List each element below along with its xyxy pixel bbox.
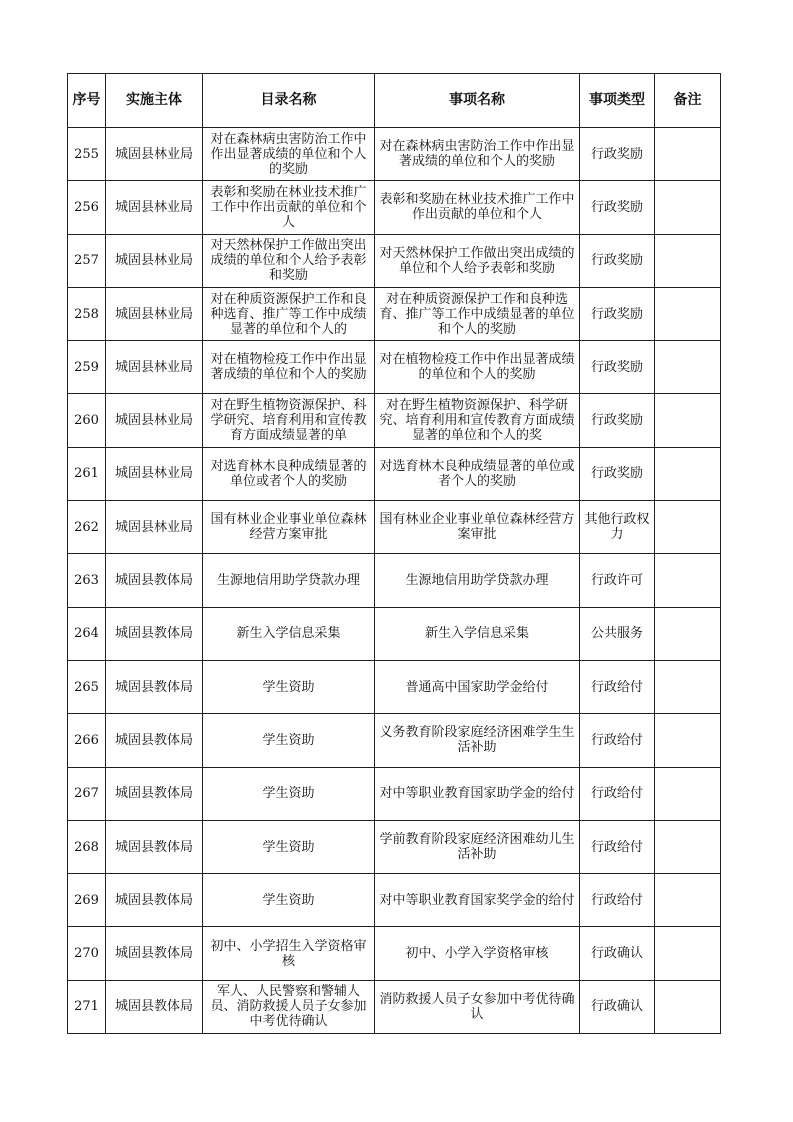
cell-type xyxy=(580,554,655,607)
cell-no xyxy=(68,980,106,1033)
cell-org-text: 城固县林业局 xyxy=(114,519,193,535)
cell-no xyxy=(68,341,106,394)
cell-org xyxy=(106,660,203,713)
header-type: 事项类型 xyxy=(580,74,655,128)
cell-org xyxy=(106,714,203,767)
cell-no xyxy=(68,287,106,340)
cell-no-text: 260 xyxy=(74,413,99,429)
cell-no xyxy=(68,607,106,660)
table-row xyxy=(68,128,721,181)
cell-org xyxy=(106,447,203,500)
cell-no-text: 267 xyxy=(74,786,99,802)
cell-item xyxy=(375,820,580,873)
cell-org xyxy=(106,554,203,607)
cell-org xyxy=(106,501,203,554)
cell-org xyxy=(106,927,203,980)
cell-note xyxy=(655,874,721,927)
table-row xyxy=(68,820,721,873)
cell-item xyxy=(375,660,580,713)
cell-directory xyxy=(203,607,375,660)
cell-org-text: 城固县教体局 xyxy=(114,892,193,908)
cell-type-text: 行政奖励 xyxy=(590,146,643,162)
cell-org-text: 城固县林业局 xyxy=(114,466,193,482)
cell-directory xyxy=(203,234,375,287)
cell-note xyxy=(655,234,721,287)
cell-type-text: 行政确认 xyxy=(590,999,643,1015)
items-table xyxy=(67,73,721,1034)
table-row xyxy=(68,554,721,607)
cell-type xyxy=(580,181,655,234)
cell-directory xyxy=(203,820,375,873)
cell-note xyxy=(655,128,721,181)
cell-item xyxy=(375,927,580,980)
cell-org xyxy=(106,767,203,820)
cell-directory-text: 对在森林病虫害防治工作中作出显著成绩的单位和个人的奖励 xyxy=(210,131,367,177)
cell-no xyxy=(68,501,106,554)
cell-no xyxy=(68,554,106,607)
table-row xyxy=(68,287,721,340)
cell-item-text: 消防救援人员子女参加中考优待确认 xyxy=(379,991,575,1022)
cell-item xyxy=(375,714,580,767)
cell-type-text: 行政奖励 xyxy=(590,466,643,482)
cell-item xyxy=(375,501,580,554)
cell-org xyxy=(106,341,203,394)
cell-no-text: 262 xyxy=(74,519,99,535)
cell-type-text: 行政奖励 xyxy=(590,359,643,375)
cell-no-text: 265 xyxy=(74,679,99,695)
cell-note xyxy=(655,927,721,980)
cell-org-text: 城固县林业局 xyxy=(114,306,193,322)
header-org: 实施主体 xyxy=(106,74,203,128)
cell-org xyxy=(106,607,203,660)
cell-note xyxy=(655,394,721,447)
cell-directory-text: 学生资助 xyxy=(262,679,315,695)
table-row xyxy=(68,927,721,980)
cell-type-text: 行政许可 xyxy=(590,573,643,589)
table-row xyxy=(68,767,721,820)
cell-item xyxy=(375,394,580,447)
cell-note xyxy=(655,501,721,554)
cell-note xyxy=(655,181,721,234)
cell-directory xyxy=(203,447,375,500)
cell-type-text: 行政给付 xyxy=(590,732,643,748)
cell-org xyxy=(106,181,203,234)
table-row xyxy=(68,181,721,234)
cell-no-text: 257 xyxy=(74,253,99,269)
cell-note xyxy=(655,607,721,660)
cell-type-text: 其他行政权力 xyxy=(584,512,650,543)
cell-directory-text: 表彰和奖励在林业技术推广工作中作出贡献的单位和个人 xyxy=(210,184,367,230)
cell-org xyxy=(106,128,203,181)
cell-type xyxy=(580,501,655,554)
cell-org xyxy=(106,287,203,340)
table-row xyxy=(68,980,721,1033)
cell-type-text: 行政奖励 xyxy=(590,253,643,269)
cell-type-text: 行政给付 xyxy=(590,892,643,908)
cell-type-text: 行政奖励 xyxy=(590,199,643,215)
cell-org-text: 城固县林业局 xyxy=(114,146,193,162)
cell-directory xyxy=(203,927,375,980)
cell-directory-text: 学生资助 xyxy=(262,892,315,908)
cell-note xyxy=(655,714,721,767)
cell-type xyxy=(580,660,655,713)
cell-item xyxy=(375,181,580,234)
header-row xyxy=(68,74,721,128)
cell-directory-text: 国有林业企业事业单位森林经营方案审批 xyxy=(210,512,367,543)
cell-note xyxy=(655,767,721,820)
cell-item xyxy=(375,128,580,181)
cell-no-text: 258 xyxy=(74,306,99,322)
header-note: 备注 xyxy=(655,74,721,128)
cell-type-text: 行政确认 xyxy=(590,946,643,962)
cell-directory xyxy=(203,767,375,820)
cell-directory xyxy=(203,341,375,394)
cell-no xyxy=(68,234,106,287)
cell-org xyxy=(106,234,203,287)
cell-item xyxy=(375,287,580,340)
cell-org-text: 城固县教体局 xyxy=(114,999,193,1015)
cell-type xyxy=(580,980,655,1033)
cell-type xyxy=(580,394,655,447)
cell-no-text: 263 xyxy=(74,573,99,589)
cell-type xyxy=(580,287,655,340)
cell-note xyxy=(655,980,721,1033)
cell-note xyxy=(655,820,721,873)
cell-item xyxy=(375,341,580,394)
cell-note xyxy=(655,660,721,713)
table-row xyxy=(68,447,721,500)
cell-no-text: 264 xyxy=(74,626,99,642)
cell-item-text: 普通高中国家助学金给付 xyxy=(405,679,549,695)
cell-no-text: 255 xyxy=(74,146,99,162)
cell-directory-text: 对选育林木良种成绩显著的单位或者个人的奖励 xyxy=(210,458,367,489)
cell-item-text: 对选育林木良种成绩显著的单位或者个人的奖励 xyxy=(379,458,575,489)
cell-type xyxy=(580,714,655,767)
cell-type-text: 行政给付 xyxy=(590,786,643,802)
cell-directory-text: 对在植物检疫工作中作出显著成绩的单位和个人的奖励 xyxy=(210,352,367,383)
cell-directory xyxy=(203,554,375,607)
cell-directory-text: 学生资助 xyxy=(262,839,315,855)
cell-no-text: 269 xyxy=(74,892,99,908)
cell-type xyxy=(580,767,655,820)
cell-org-text: 城固县教体局 xyxy=(114,626,193,642)
cell-directory xyxy=(203,501,375,554)
header-directory: 目录名称 xyxy=(203,74,375,128)
cell-note xyxy=(655,341,721,394)
cell-item-text: 义务教育阶段家庭经济困难学生生活补助 xyxy=(379,725,575,756)
cell-org xyxy=(106,820,203,873)
cell-directory-text: 学生资助 xyxy=(262,732,315,748)
cell-directory xyxy=(203,181,375,234)
cell-item-text: 对在种质资源保护工作和良种选育、推广等工作中成绩显著的单位和个人的奖励 xyxy=(379,291,575,337)
cell-type xyxy=(580,447,655,500)
cell-item-text: 初中、小学入学资格审核 xyxy=(405,946,549,962)
table-row xyxy=(68,874,721,927)
cell-no xyxy=(68,394,106,447)
cell-type xyxy=(580,234,655,287)
cell-org-text: 城固县教体局 xyxy=(114,573,193,589)
cell-type xyxy=(580,927,655,980)
cell-type xyxy=(580,820,655,873)
cell-directory-text: 新生入学信息采集 xyxy=(236,626,341,642)
cell-item-text: 学前教育阶段家庭经济困难幼儿生活补助 xyxy=(379,832,575,862)
cell-directory-text: 军人、人民警察和警辅人员、消防救援人员子女参加中考优待确认 xyxy=(210,984,367,1030)
cell-no-text: 271 xyxy=(74,999,99,1015)
cell-note xyxy=(655,447,721,500)
cell-directory xyxy=(203,394,375,447)
cell-type-text: 公共服务 xyxy=(590,626,643,642)
cell-org-text: 城固县林业局 xyxy=(114,413,193,429)
cell-item xyxy=(375,980,580,1033)
cell-no xyxy=(68,181,106,234)
cell-item xyxy=(375,767,580,820)
cell-item xyxy=(375,554,580,607)
cell-type xyxy=(580,128,655,181)
cell-note xyxy=(655,554,721,607)
cell-no-text: 270 xyxy=(74,946,99,962)
table-row xyxy=(68,607,721,660)
cell-directory xyxy=(203,128,375,181)
cell-type-text: 行政给付 xyxy=(590,839,643,855)
cell-org-text: 城固县林业局 xyxy=(114,359,193,375)
cell-item xyxy=(375,874,580,927)
cell-org xyxy=(106,874,203,927)
cell-org-text: 城固县教体局 xyxy=(114,786,193,802)
cell-item xyxy=(375,234,580,287)
cell-item-text: 表彰和奖励在林业技术推广工作中作出贡献的单位和个人 xyxy=(379,192,575,223)
cell-item-text: 对在森林病虫害防治工作中作出显著成绩的单位和个人的奖励 xyxy=(379,139,575,170)
cell-no-text: 261 xyxy=(74,466,99,482)
table-row xyxy=(68,714,721,767)
cell-directory-text: 对在野生植物资源保护、科学研究、培育利用和宣传教育方面成绩显著的单 xyxy=(210,398,367,444)
cell-type-text: 行政奖励 xyxy=(590,306,643,322)
cell-item-text: 新生入学信息采集 xyxy=(424,626,529,642)
cell-no xyxy=(68,128,106,181)
cell-directory-text: 对天然林保护工作做出突出成绩的单位和个人给予表彰和奖励 xyxy=(210,238,367,284)
cell-item-text: 对中等职业教育国家助学金的给付 xyxy=(379,786,575,802)
cell-no xyxy=(68,767,106,820)
cell-no xyxy=(68,714,106,767)
cell-directory xyxy=(203,980,375,1033)
table-row xyxy=(68,501,721,554)
cell-directory xyxy=(203,660,375,713)
cell-directory-text: 学生资助 xyxy=(262,786,315,802)
cell-type xyxy=(580,607,655,660)
cell-type xyxy=(580,874,655,927)
cell-no-text: 266 xyxy=(74,732,99,748)
cell-item-text: 对天然林保护工作做出突出成绩的单位和个人给予表彰和奖励 xyxy=(379,245,575,276)
cell-no xyxy=(68,874,106,927)
cell-no-text: 268 xyxy=(74,839,99,855)
cell-org xyxy=(106,980,203,1033)
table-row xyxy=(68,394,721,447)
table-row xyxy=(68,660,721,713)
cell-note xyxy=(655,287,721,340)
cell-item xyxy=(375,607,580,660)
cell-org-text: 城固县林业局 xyxy=(114,253,193,269)
cell-org-text: 城固县教体局 xyxy=(114,732,193,748)
cell-org-text: 城固县教体局 xyxy=(114,839,193,855)
cell-no xyxy=(68,447,106,500)
cell-directory-text: 对在种质资源保护工作和良种选育、推广等工作中成绩显著的单位和个人的 xyxy=(210,291,367,337)
cell-item xyxy=(375,447,580,500)
cell-org-text: 城固县教体局 xyxy=(114,946,193,962)
cell-no-text: 256 xyxy=(74,199,99,215)
cell-directory xyxy=(203,714,375,767)
cell-no-text: 259 xyxy=(74,359,99,375)
cell-item-text: 对中等职业教育国家奖学金的给付 xyxy=(379,892,575,908)
cell-org-text: 城固县林业局 xyxy=(114,199,193,215)
cell-type xyxy=(580,341,655,394)
cell-org xyxy=(106,394,203,447)
cell-directory-text: 生源地信用助学贷款办理 xyxy=(216,573,360,589)
cell-no xyxy=(68,660,106,713)
cell-type-text: 行政给付 xyxy=(590,679,643,695)
cell-directory-text: 初中、小学招生入学资格审核 xyxy=(210,938,367,969)
cell-directory xyxy=(203,287,375,340)
cell-org-text: 城固县教体局 xyxy=(114,679,193,695)
table-row xyxy=(68,234,721,287)
table-row xyxy=(68,341,721,394)
header-item: 事项名称 xyxy=(375,74,580,128)
cell-directory xyxy=(203,874,375,927)
header-no: 序号 xyxy=(68,74,106,128)
cell-item-text: 对在植物检疫工作中作出显著成绩的单位和个人的奖励 xyxy=(379,352,575,383)
cell-type-text: 行政奖励 xyxy=(590,413,643,429)
cell-no xyxy=(68,927,106,980)
cell-item-text: 对在野生植物资源保护、科学研究、培育利用和宣传教育方面成绩显著的单位和个人的奖 xyxy=(379,398,575,444)
cell-item-text: 生源地信用助学贷款办理 xyxy=(405,573,549,589)
cell-item-text: 国有林业企业事业单位森林经营方案审批 xyxy=(379,512,575,543)
cell-no xyxy=(68,820,106,873)
